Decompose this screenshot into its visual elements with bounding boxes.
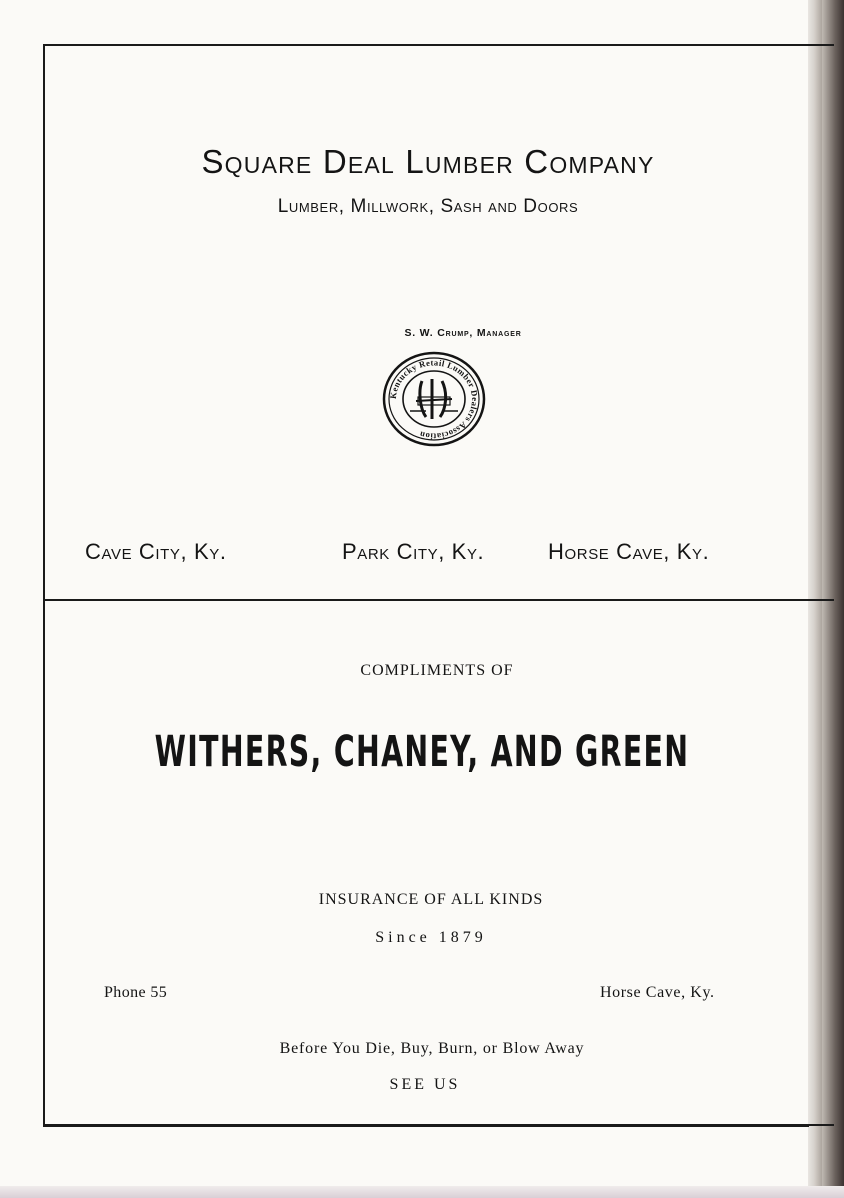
seal-text: Kentucky Retail Lumber Dealers Association: [387, 357, 481, 442]
bottom-page-edge: [0, 1186, 844, 1198]
company-title: Square Deal Lumber Company: [201, 143, 655, 180]
office-location: Horse Cave, Ky.: [600, 984, 715, 1001]
frame-notch-top: [808, 44, 834, 46]
manager-line: S. W. Crump, Manager: [404, 327, 522, 339]
slogan: Before You Die, Buy, Burn, or Blow Away: [279, 1040, 585, 1057]
phone-number: Phone 55: [104, 984, 168, 1001]
ad-divider: [43, 599, 809, 601]
compliments-line: COMPLIMENTS OF: [360, 662, 514, 679]
location-park-city: Park City, Ky.: [342, 539, 485, 564]
location-horse-cave: Horse Cave, Ky.: [548, 539, 710, 564]
location-cave-city: Cave City, Ky.: [85, 539, 227, 564]
insurance-line: INSURANCE OF ALL KINDS: [318, 891, 544, 908]
frame-notch-middle: [808, 599, 834, 601]
frame-notch-bottom: [808, 1124, 834, 1126]
company-subtitle: Lumber, Millwork, Sash and Doors: [277, 196, 579, 217]
association-seal-icon: [382, 351, 486, 447]
firm-name: WITHERS, CHANEY, AND GREEN: [154, 727, 690, 777]
since-line: Since 1879: [375, 929, 487, 946]
call-to-action: SEE US: [389, 1076, 461, 1093]
